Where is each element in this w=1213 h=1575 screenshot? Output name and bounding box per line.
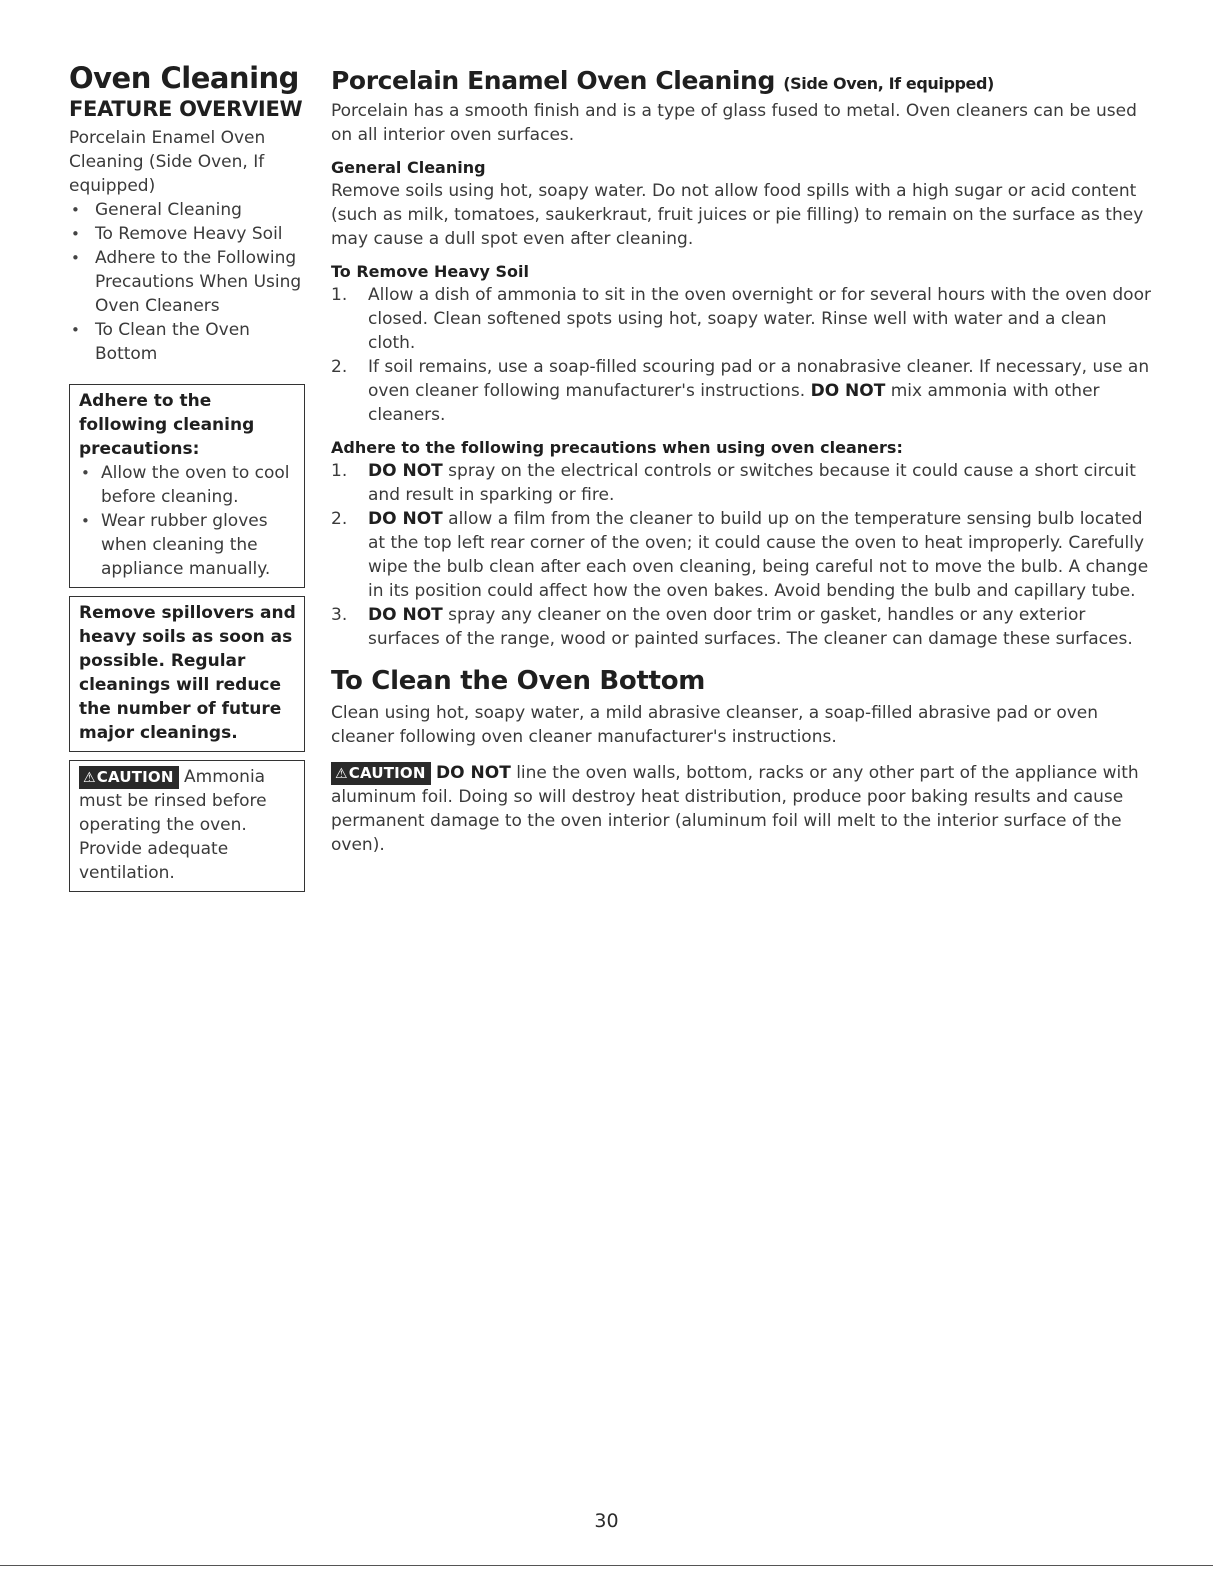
precautions-box (69, 384, 305, 588)
caution-badge (79, 766, 179, 789)
item-text: mix ammonia with other cleaners. (368, 381, 1100, 425)
overview-item: • General Cleaning (69, 198, 305, 222)
porcelain-heading (331, 66, 1151, 99)
spillovers-box (69, 596, 305, 752)
heavy-soil-list (331, 283, 1151, 427)
page-number: 30 (594, 1510, 619, 1532)
item-bold: DO NOT (810, 381, 886, 401)
precautions-box-heading: Adhere to the following cleaning precautions: (79, 391, 255, 459)
oven-bottom-text: Clean using hot, soapy water, a mild abrasive cleanser, a soap-filled abrasive pad or oven cleaner following oven cleaner manufacturer's instructions. (331, 703, 1099, 747)
heavy-soil-item (331, 283, 1151, 355)
feature-overview-heading: FEATURE OVERVIEW (69, 97, 303, 121)
item-text: spray any cleaner on the oven door trim or gasket, handles or any exterior surfaces of the range, wood or painted surfaces. The cleaner can damage these surfaces. (368, 605, 1133, 649)
page-title: Oven Cleaning (69, 61, 299, 95)
caution-label: CAUTION (348, 764, 426, 782)
precautions-heading: Adhere to the following precautions when using oven cleaners: (331, 438, 903, 457)
footer-rule (0, 1565, 1213, 1566)
ammonia-caution-text: Ammonia must be rinsed before operating the oven. Provide adequate ventilation. (79, 767, 267, 883)
porcelain-heading-paren: (Side Oven, If equipped) (783, 74, 994, 93)
item-bold: DO NOT (368, 605, 443, 625)
overview-intro: Porcelain Enamel Oven Cleaning (Side Oven, If equipped) (69, 128, 266, 196)
ammonia-caution-box (69, 760, 305, 892)
ammonia-caution-text-wrap (79, 765, 296, 885)
overview-item: • Adhere to the Following Precautions When Using Oven Cleaners (69, 246, 305, 318)
general-cleaning-text: Remove soils using hot, soapy water. Do not allow food spills with a high sugar or acid content (such as milk, tomatoes, saukerkraut, fruit juices or pie filling) to remain on the surface as they may cause a dull spot even after cleaning. (331, 181, 1144, 249)
item-bold: DO NOT (368, 509, 443, 529)
item-text: spray on the electrical controls or switches because it could cause a short circuit and result in sparking or fire. (368, 461, 1136, 505)
item-bold: DO NOT (368, 461, 443, 481)
item-number: 3. (331, 605, 348, 625)
caution-badge (331, 762, 431, 785)
spillovers-text: Remove spillovers and heavy soils as soon as possible. Regular cleanings will reduce the number of future major cleanings. (79, 603, 296, 743)
precautions-box-list (79, 461, 296, 581)
oven-bottom-heading: To Clean the Oven Bottom (331, 666, 706, 696)
heavy-soil-item (331, 355, 1151, 427)
item-number: 1. (331, 461, 348, 481)
caution-text: line the oven walls, bottom, racks or any other part of the appliance with aluminum foil. Doing so will destroy heat distribution, produce poor baking results and cause permanent damage to the oven interior (aluminum foil will melt to the interior surface of the oven). (331, 763, 1139, 855)
porcelain-heading-text: Porcelain Enamel Oven Cleaning (331, 66, 775, 95)
item-number: 2. (331, 509, 348, 529)
caution-bold: DO NOT (436, 763, 511, 783)
sidebar (69, 60, 305, 892)
item-text: Allow a dish of ammonia to sit in the oven overnight or for several hours with the oven door closed. Clean softened spots using hot, soapy water. Rinse well with water and a clean cloth. (368, 285, 1151, 353)
precautions-box-item: • Wear rubber gloves when cleaning the appliance manually. (79, 509, 296, 581)
item-number: 2. (331, 357, 348, 377)
item-text: If soil remains, use a soap-filled scouring pad or a nonabrasive cleaner. If necessary, use an oven cleaner following manufacturer's instructions. (368, 357, 1150, 401)
precautions-box-item: • Allow the oven to cool before cleaning. (79, 461, 296, 509)
item-text: allow a film from the cleaner to build up on the temperature sensing bulb located at the top left rear corner of the oven; it could cause the oven to heat improperly. Carefully wipe the bulb clean after each oven cleaning, being careful not to move the bulb. A change in its position could affect how the oven bakes. Avoid bending the bulb and capillary tube. (368, 509, 1149, 601)
general-cleaning-heading: General Cleaning (331, 158, 486, 177)
precaution-item (331, 459, 1151, 507)
overview-item: • To Remove Heavy Soil (69, 222, 305, 246)
warning-triangle-icon: ⚠ (83, 770, 96, 786)
warning-triangle-icon: ⚠ (335, 766, 348, 782)
precautions-list (331, 459, 1151, 651)
oven-bottom-caution (331, 761, 1151, 857)
overview-item: • To Clean the Oven Bottom (69, 318, 305, 366)
precaution-item (331, 507, 1151, 603)
caution-label: CAUTION (96, 768, 174, 786)
heavy-soil-heading: To Remove Heavy Soil (331, 262, 529, 281)
overview-list (69, 198, 305, 366)
item-number: 1. (331, 285, 348, 305)
main-content (331, 66, 1151, 857)
porcelain-intro: Porcelain has a smooth finish and is a type of glass fused to metal. Oven cleaners can be used on all interior oven surfaces. (331, 101, 1137, 145)
precaution-item (331, 603, 1151, 651)
